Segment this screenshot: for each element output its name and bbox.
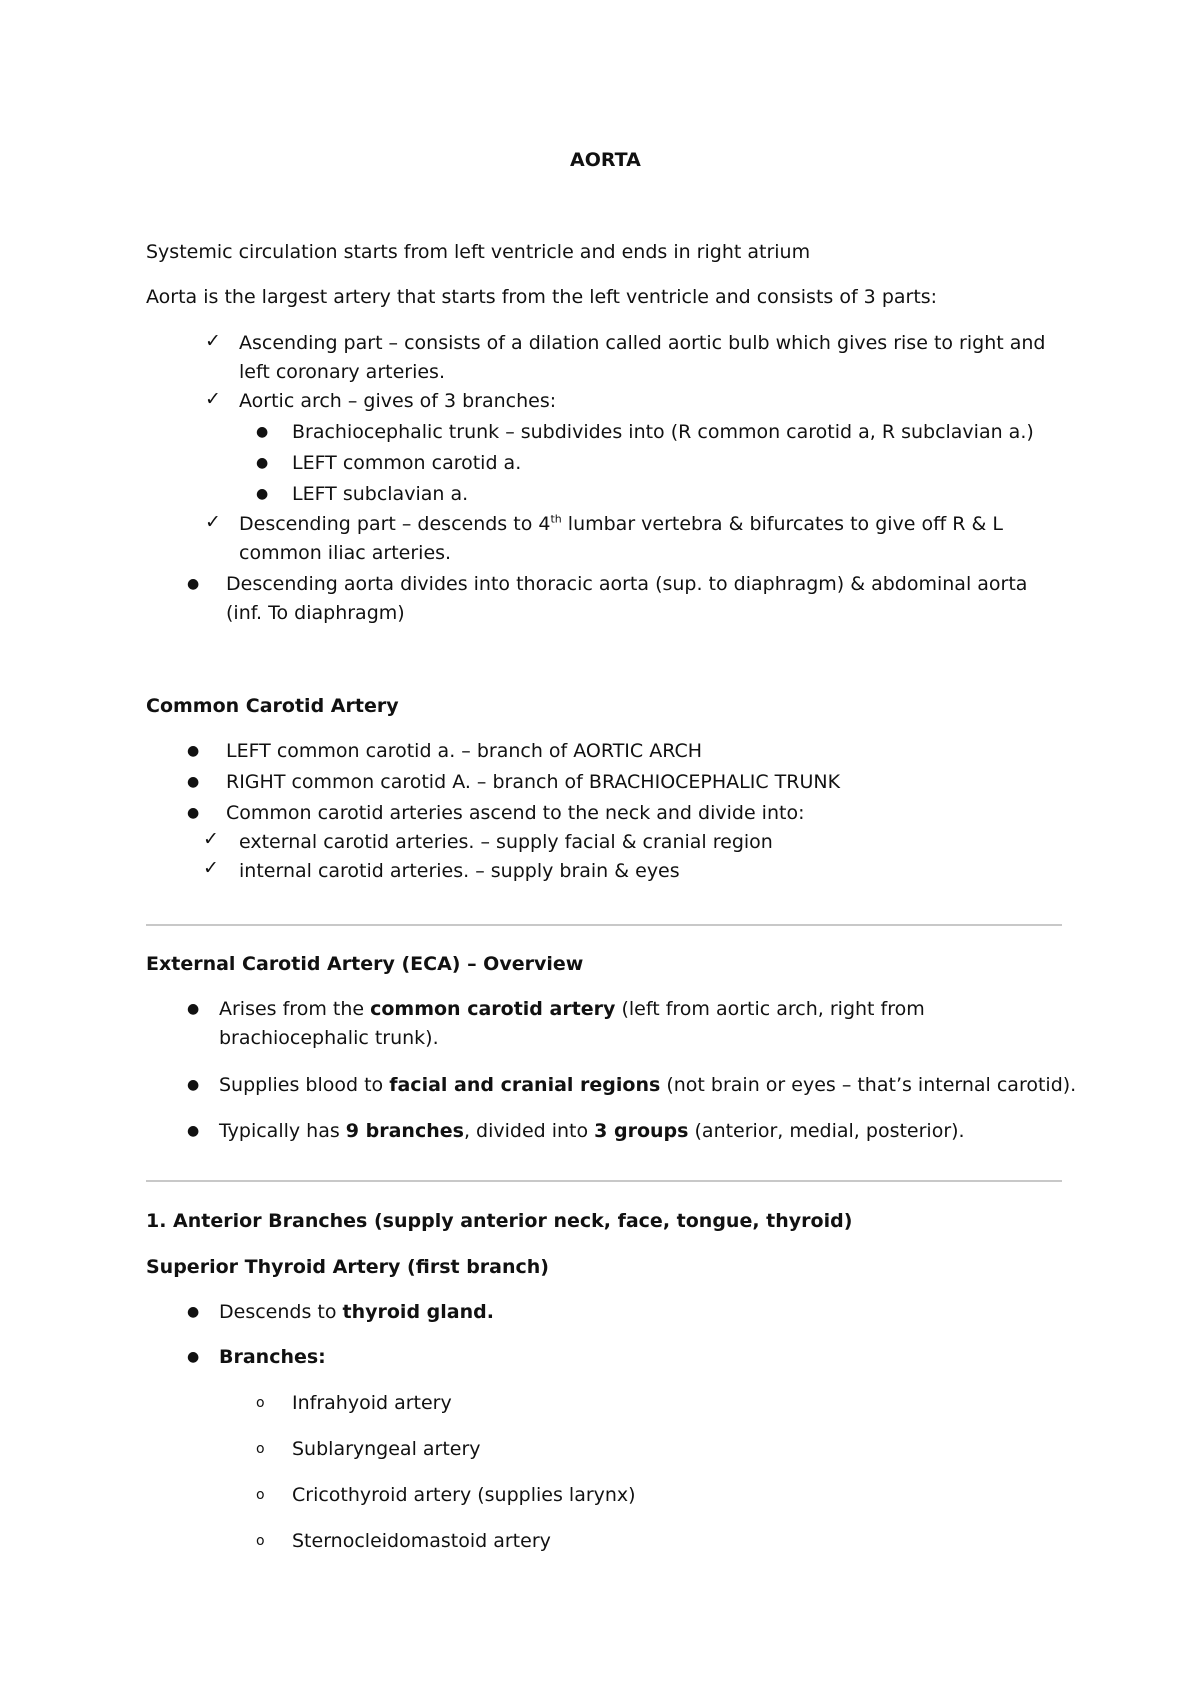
horizontal-rule — [146, 924, 1062, 926]
descending-aorta-line1: Descending aorta divides into thoracic aorta (sup. to diaphragm) & abdominal aorta — [226, 573, 1028, 595]
bullet-icon: ● — [187, 805, 200, 821]
section-heading-anterior-branches: 1. Anterior Branches (supply anterior neck, face, tongue, thyroid) — [146, 1210, 853, 1232]
aortic-arch: Aortic arch – gives of 3 branches: — [239, 390, 557, 412]
check-icon: ✓ — [203, 828, 219, 850]
sta-bullet-2: Branches: — [219, 1346, 326, 1368]
check-icon: ✓ — [205, 388, 221, 410]
hollow-bullet-icon: o — [256, 1487, 265, 1503]
sta-bullet-1: Descends to thyroid gland. — [219, 1301, 494, 1323]
descending-part-line1: Descending part – descends to 4th lumbar vertebra & bifurcates to give off R & L — [239, 512, 1003, 535]
bullet-icon: ● — [256, 424, 269, 440]
hollow-bullet-icon: o — [256, 1533, 265, 1549]
check-icon: ✓ — [205, 511, 221, 533]
ascending-part-line2: left coronary arteries. — [239, 361, 445, 383]
arch-branch-1: Brachiocephalic trunk – subdivides into (R common carotid a, R subclavian a.) — [292, 421, 1034, 443]
eca-bullet-1-line1: Arises from the common carotid artery (left from aortic arch, right from — [219, 998, 925, 1020]
eca-bullet-3: Typically has 9 branches, divided into 3 groups (anterior, medial, posterior). — [219, 1120, 965, 1142]
cca-bullet-1: LEFT common carotid a. – branch of AORTIC ARCH — [226, 740, 703, 762]
page-title: AORTA — [570, 149, 641, 171]
descending-part-line2: common iliac arteries. — [239, 542, 452, 564]
bullet-icon: ● — [187, 1349, 200, 1365]
sta-sub-4: Sternocleidomastoid artery — [292, 1530, 551, 1552]
section-heading-eca: External Carotid Artery (ECA) – Overview — [146, 953, 584, 975]
aorta-intro-1: Systemic circulation starts from left ventricle and ends in right atrium — [146, 241, 811, 263]
sta-sub-1: Infrahyoid artery — [292, 1392, 452, 1414]
arch-branch-2: LEFT common carotid a. — [292, 452, 522, 474]
bullet-icon: ● — [256, 455, 269, 471]
cca-check-1: external carotid arteries. – supply facial & cranial region — [239, 831, 773, 853]
bullet-icon: ● — [187, 774, 200, 790]
section-heading-common-carotid: Common Carotid Artery — [146, 695, 399, 717]
bullet-icon: ● — [187, 743, 200, 759]
bullet-icon: ● — [256, 486, 269, 502]
sta-sub-3: Cricothyroid artery (supplies larynx) — [292, 1484, 636, 1506]
descending-aorta-line2: (inf. To diaphragm) — [226, 602, 405, 624]
check-icon: ✓ — [205, 330, 221, 352]
ascending-part-line1: Ascending part – consists of a dilation called aortic bulb which gives rise to right and — [239, 332, 1046, 354]
check-icon: ✓ — [203, 857, 219, 879]
sta-sub-2: Sublaryngeal artery — [292, 1438, 481, 1460]
bullet-icon: ● — [187, 1077, 200, 1093]
cca-check-2: internal carotid arteries. – supply brain & eyes — [239, 860, 680, 882]
bullet-icon: ● — [187, 1123, 200, 1139]
bullet-icon: ● — [187, 1001, 200, 1017]
cca-bullet-2: RIGHT common carotid A. – branch of BRACHIOCEPHALIC TRUNK — [226, 771, 841, 793]
hollow-bullet-icon: o — [256, 1395, 265, 1411]
bullet-icon: ● — [187, 576, 200, 592]
eca-bullet-2: Supplies blood to facial and cranial regions (not brain or eyes – that’s internal carotid). — [219, 1074, 1077, 1096]
horizontal-rule — [146, 1180, 1062, 1182]
cca-bullet-3: Common carotid arteries ascend to the neck and divide into: — [226, 802, 805, 824]
subheading-superior-thyroid: Superior Thyroid Artery (first branch) — [146, 1256, 549, 1278]
ordinal-suffix: th — [550, 512, 562, 526]
eca-bullet-1-line2: brachiocephalic trunk). — [219, 1027, 439, 1049]
bullet-icon: ● — [187, 1304, 200, 1320]
hollow-bullet-icon: o — [256, 1441, 265, 1457]
arch-branch-3: LEFT subclavian a. — [292, 483, 469, 505]
aorta-intro-2: Aorta is the largest artery that starts from the left ventricle and consists of 3 parts: — [146, 286, 938, 308]
